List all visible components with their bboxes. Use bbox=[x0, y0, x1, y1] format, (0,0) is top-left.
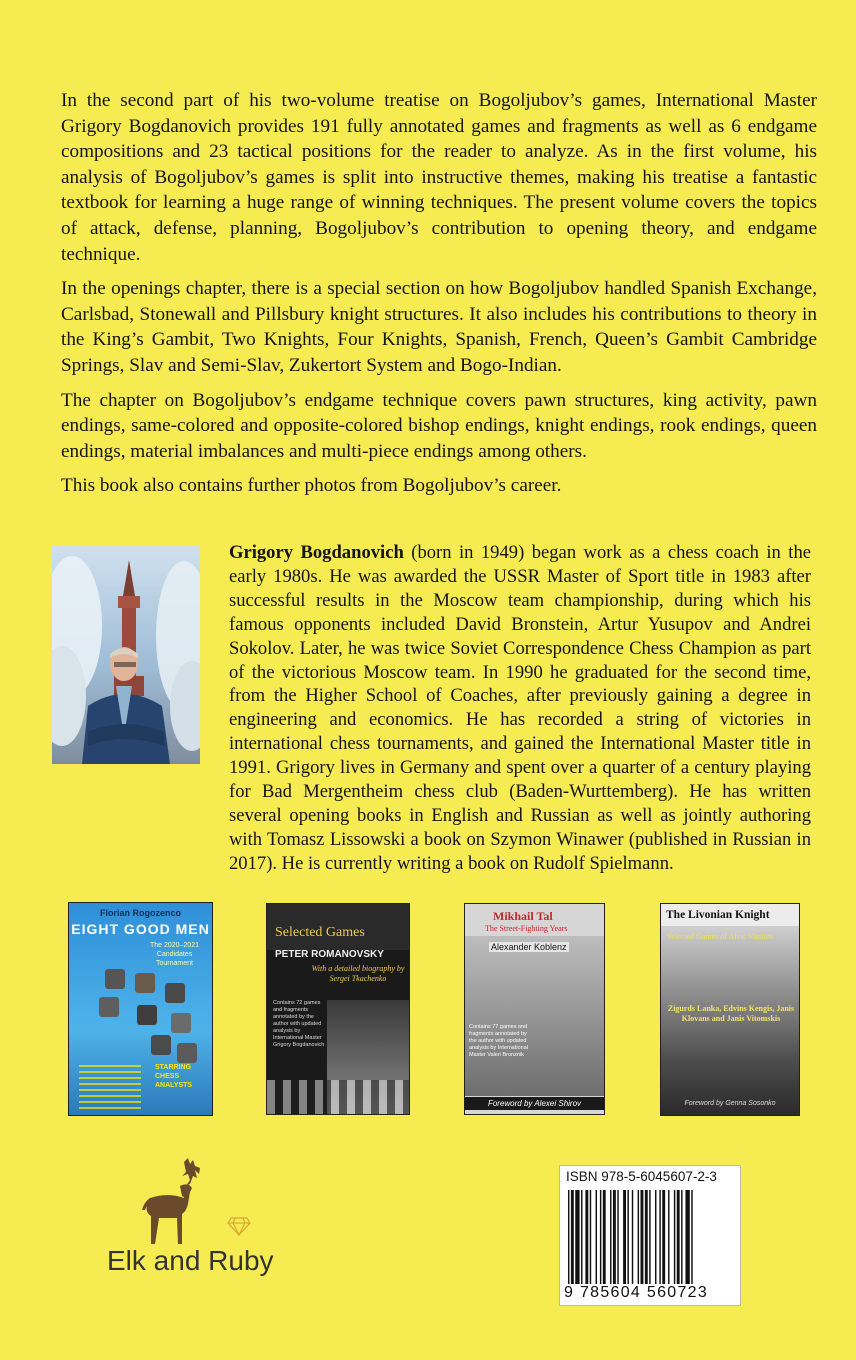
author-bio-text: (born in 1949) began work as a chess coach in the early 1980s. He was awarded the USSR Master of Sport title in 1983 after successful results in the Moscow team championship, during which his famous opponents included David Bronstein, Artur Yusupov and Andrei Sokolov. Later, he was twice Soviet Correspondence Chess Champion as part of the victorious Moscow team. In 1990 he graduated for the second time, from the Higher School of Coaches, after previously gaining a degree in engineering and economics. He has recorded a string of victories in international chess tournaments, and gained the International Master title in 1991. Grigory lives in Germany and spent over a quarter of a century playing for Bad Mergentheim chess club (Baden-Wurttemberg). He has written several opening books in English and Russian as well as jointly authoring with Tomasz Lissowski a book on Szymon Winawer (published in Russian in 2017). He is currently writing a book on Rudolf Spielmann. bbox=[229, 542, 811, 874]
ruby-logo-icon bbox=[227, 1216, 251, 1236]
book-authors: Zigurds Lanka, Edvins Kengis, Janis Klovans and Janis Vitomskis bbox=[667, 1004, 795, 1023]
book-blurb: Contains 72 games and fragments annotated by the author with updated analysis by International Master Grigory Bogdanovich bbox=[273, 1000, 325, 1048]
book-subtitle: The Street-Fighting Years bbox=[485, 924, 568, 933]
isbn-digits: 9 785604 560723 bbox=[564, 1284, 709, 1301]
description-paragraph: In the openings chapter, there is a special section on how Bogoljubov handled Spanish Exchange, Carlsbad, Stonewall and Pillsbury knight structures. It also includes his contributions to theory in the King’s Gambit, Two Knights, Four Knights, Spanish, French, Queen’s Gambit Cambridge Springs, Slav and Semi-Slav, Zukertort System and Bogo-Indian. bbox=[61, 278, 817, 376]
description-paragraph: This book also contains further photos from Bogoljubov’s career. bbox=[61, 475, 562, 497]
author-name: Grigory Bogdanovich bbox=[229, 542, 404, 563]
book-subtitle: With a detailed biography by Sergei Tkachenko bbox=[311, 964, 405, 983]
book-photo bbox=[465, 936, 604, 1096]
book-cover-livonian-knight bbox=[660, 903, 800, 1116]
description-paragraph: The chapter on Bogoljubov’s endgame technique covers pawn structures, king activity, pawn endings, same-colored and opposite-colored bishop endings, knight endings, rook endings, queen endings, material imbalances and multi-piece endings among others. bbox=[61, 389, 817, 462]
book-author: Alexander Koblenz bbox=[491, 942, 567, 952]
book-title: Selected Games bbox=[275, 925, 365, 940]
book-description bbox=[61, 88, 817, 508]
book-blurb: Contains 77 games and fragments annotated by the author with updated analysis by International Master Valeri Bronznik bbox=[469, 1024, 529, 1058]
book-footer: Foreword by Genna Sosonko bbox=[684, 1100, 776, 1107]
book-subtitle: The 2020–2021 Candidates Tournament bbox=[149, 942, 200, 967]
book-title: The Livonian Knight bbox=[666, 909, 770, 921]
book-subject: PETER ROMANOVSKY bbox=[275, 949, 384, 960]
book-footer: Foreword by Alexei Shirov bbox=[465, 1097, 604, 1110]
book-cover-peter-romanovsky bbox=[266, 903, 410, 1115]
author-bio bbox=[229, 541, 811, 876]
description-paragraph: In the second part of his two-volume treatise on Bogoljubov’s games, International Master Grigory Bogdanovich provides 191 fully annotated games and fragments as well as 6 endgame compositions and 23 tactical positions for the reader to analyze. As in the first volume, his analysis of Bogoljubov’s games is split into instructive themes, making his treatise a fantastic textbook for learning a huge range of winning techniques. The present volume covers the topics of attack, defense, planning, Bogoljubov’s contribution to opening theory, and endgame technique. bbox=[61, 90, 817, 265]
book-author: Florian Rogozenco bbox=[100, 908, 181, 918]
book-cover-eight-good-men bbox=[68, 902, 213, 1116]
book-title: Mikhail Tal bbox=[493, 909, 553, 923]
book-tagline: STARRING CHESS ANALYSTS bbox=[155, 1064, 193, 1089]
isbn-barcode-label bbox=[559, 1165, 741, 1306]
author-photo bbox=[52, 546, 200, 764]
barcode bbox=[568, 1190, 732, 1284]
book-subtitle: Selected Games of Alvis Vitolins bbox=[667, 932, 774, 941]
book-title: EIGHT GOOD MEN bbox=[71, 921, 210, 937]
isbn-number: ISBN 978-5-6045607-2-3 bbox=[566, 1169, 717, 1184]
elk-logo-icon bbox=[120, 1158, 220, 1248]
publisher-name: Elk and Ruby bbox=[107, 1245, 274, 1276]
book-cover-mikhail-tal bbox=[464, 903, 605, 1115]
